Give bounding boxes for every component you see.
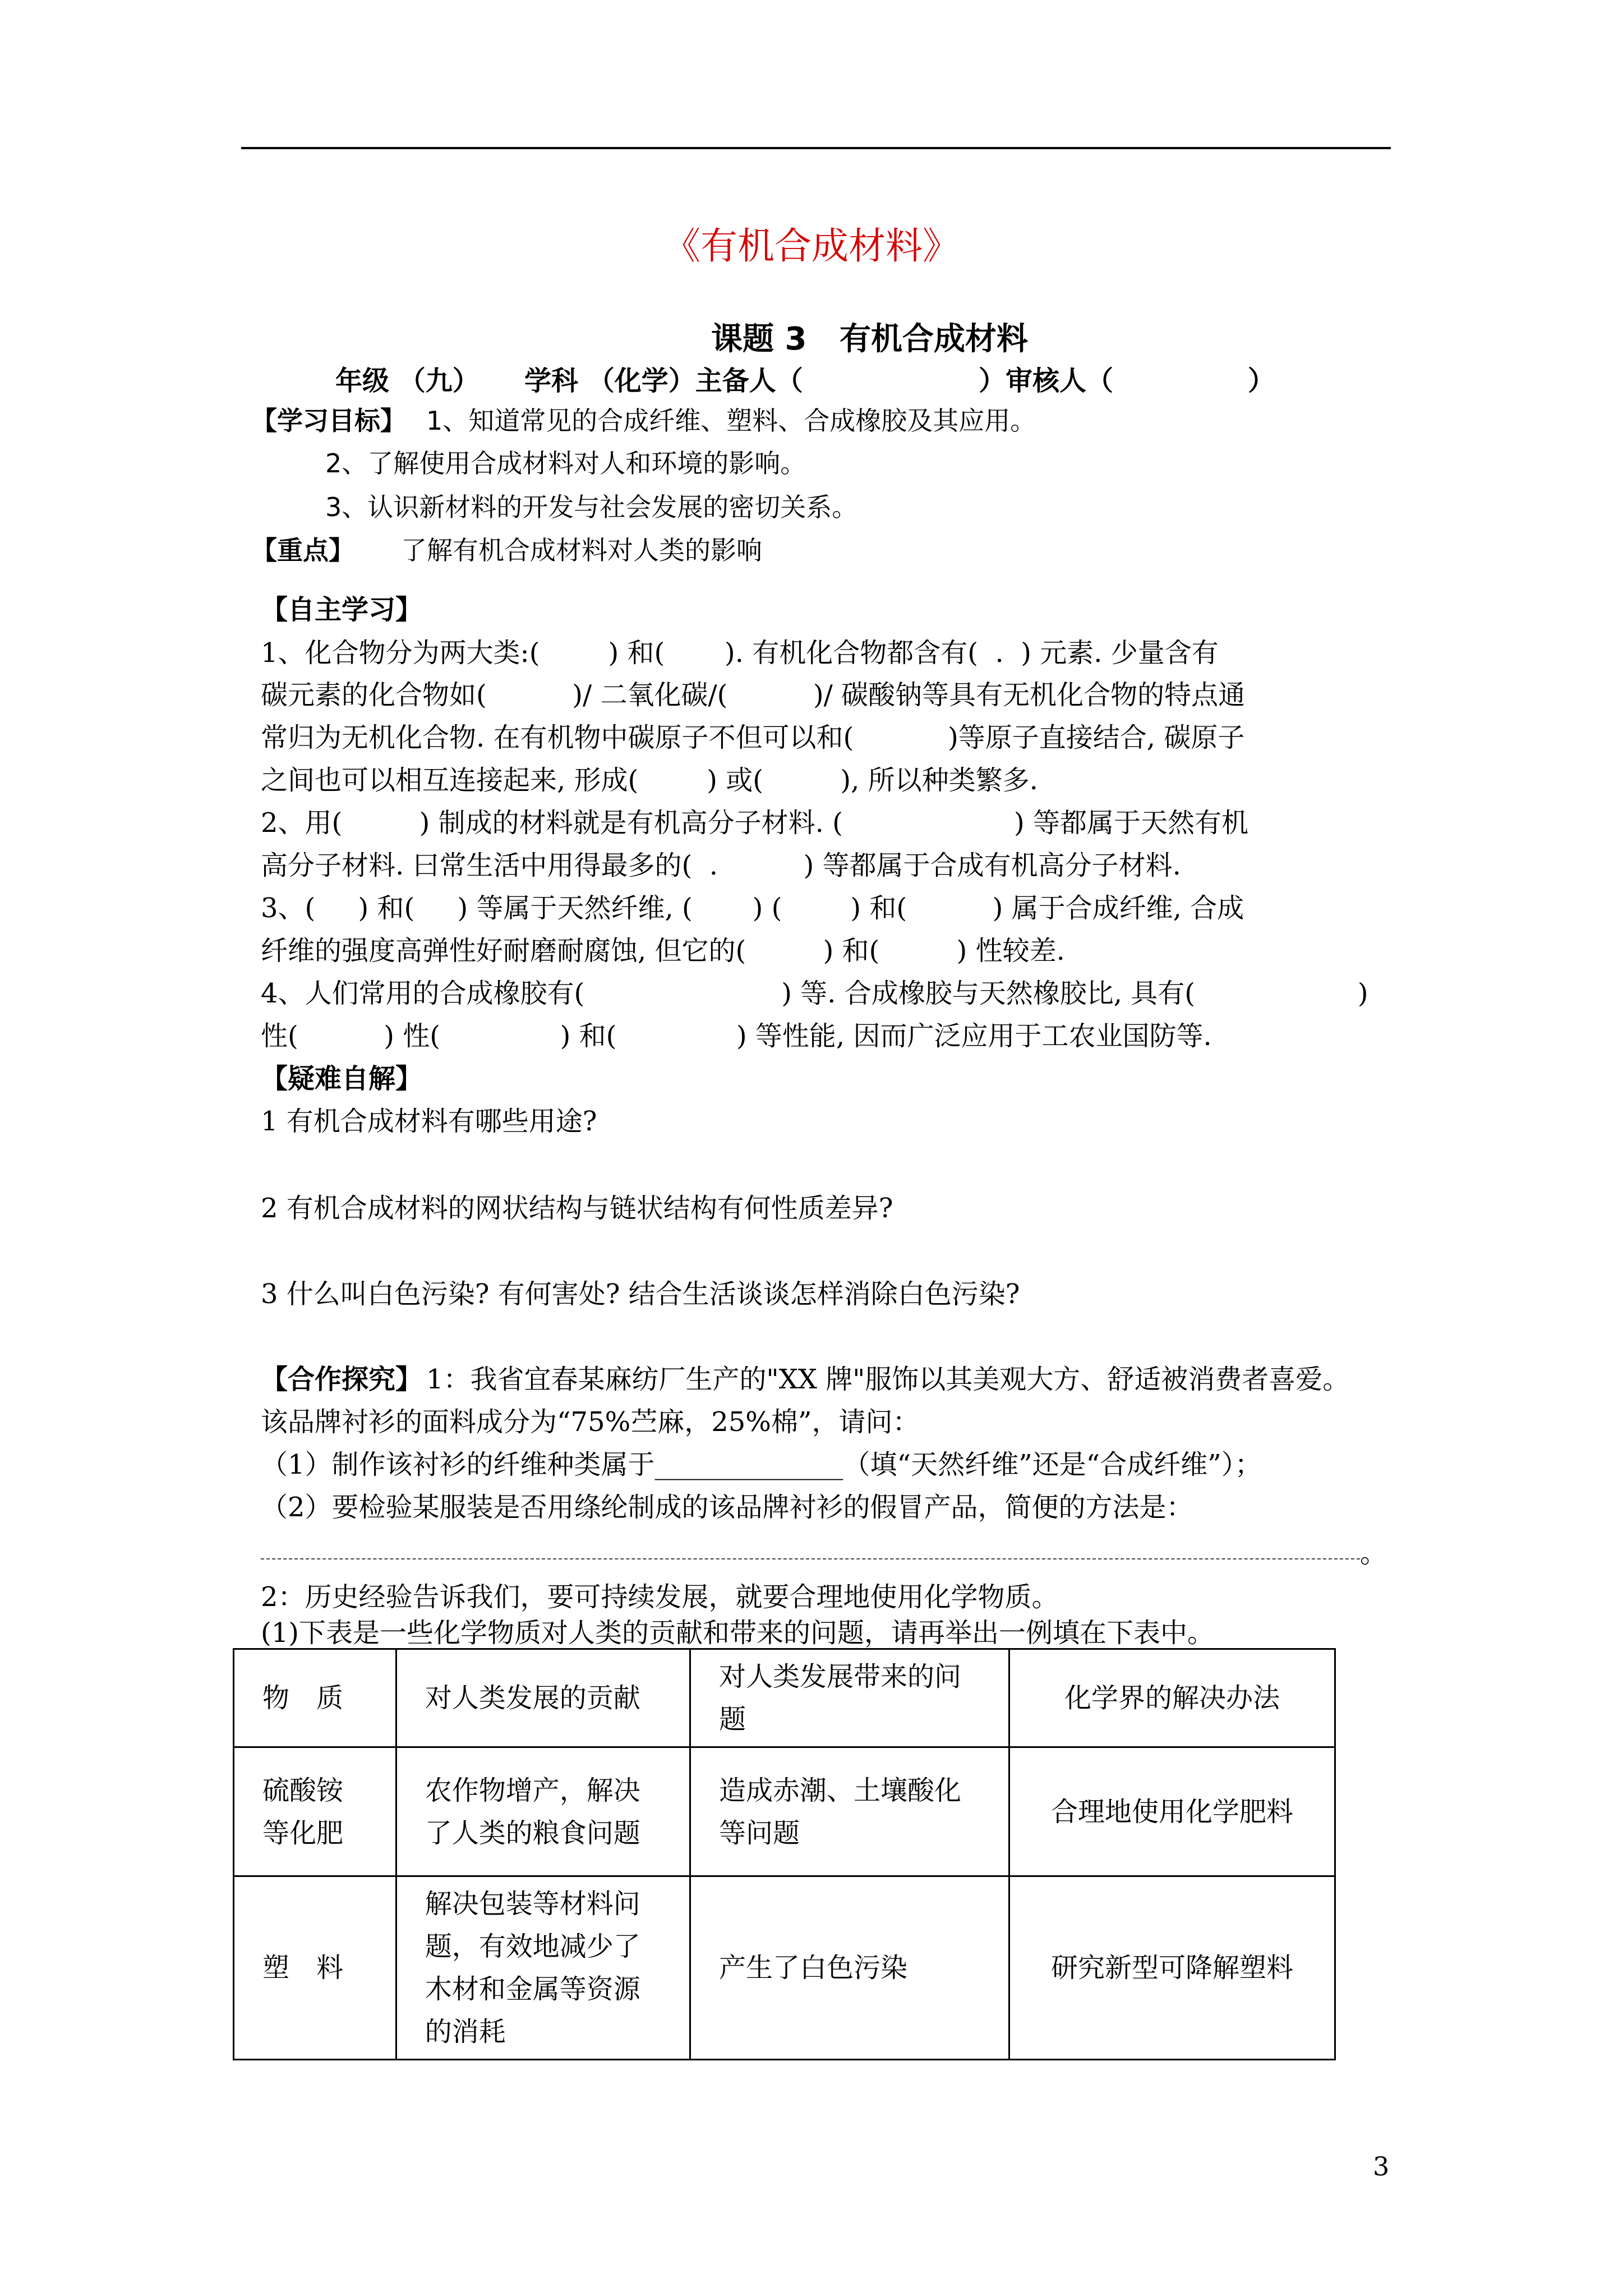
answer-blank-line xyxy=(261,1558,1360,1559)
document-title: 《有机合成材料》 xyxy=(663,224,960,268)
meta-subject-preparer: 学科 （化学）主备人（ xyxy=(524,365,803,397)
difficulty-question-1: 1 有机合成材料有哪些用途? xyxy=(261,1106,597,1137)
table-cell: 研究新型可降解塑料 xyxy=(1009,1876,1335,2060)
table-row xyxy=(234,1747,1335,1876)
table-header-cell: 化学界的解决办法 xyxy=(1009,1649,1335,1747)
self-study-line-10: 性( ) 性( ) 和( ) 等性能, 因而广泛应用于工农业国防等. xyxy=(261,1020,1212,1052)
self-study-line-8: 纤维的强度高弹性好耐磨耐腐蚀, 但它的( ) 和( ) 性较差. xyxy=(261,935,1065,967)
cooperation-line-5: 。 xyxy=(1360,1538,1387,1569)
page-number: 3 xyxy=(1373,2151,1390,2182)
cooperation-line-2: 该品牌衬衫的面料成分为“75%苎麻，25%棉”，请问： xyxy=(261,1406,920,1438)
self-study-line-4: 之间也可以相互连接起来, 形成( ) 或( ), 所以种类繁多. xyxy=(261,765,1038,796)
self-study-line-9: 4、人们常用的合成橡胶有( ) 等. 合成橡胶与天然橡胶比, 具有( ) xyxy=(261,978,1368,1009)
goals-label: 【学习目标】 xyxy=(251,406,406,436)
table-header-cell: 对人类发展的贡献 xyxy=(396,1649,690,1747)
meta-grade: 年级 （九） xyxy=(335,365,479,397)
self-study-line-1: 1、化合物分为两大类:( ) 和( ). 有机化合物都含有( . ) 元素. 少量含有 xyxy=(261,637,1219,669)
header-rule xyxy=(241,147,1391,149)
meta-reviewer: ）审核人（ xyxy=(979,365,1114,397)
lesson-title: 课题 3 有机合成材料 xyxy=(711,321,1028,357)
self-study-line-6: 高分子材料. 曰常生活中用得最多的( . ) 等都属于合成有机高分子材料. xyxy=(261,850,1181,881)
cooperation-line-7: (1)下表是一些化学物质对人类的贡献和带来的问题，请再举出一例填在下表中。 xyxy=(261,1617,1214,1649)
self-study-line-5: 2、用( ) 制成的材料就是有机高分子材料. ( ) 等都属于天然有机 xyxy=(261,807,1248,839)
cooperation-line-4: （2）要检验某服装是否用绦纶制成的该品牌衬衫的假冒产品，简便的方法是： xyxy=(261,1492,1193,1523)
cooperation-label: 【合作探究】 xyxy=(261,1364,423,1395)
goal-item-3: 3、认识新材料的开发与社会发展的密切关系。 xyxy=(325,492,858,522)
self-study-line-2: 碳元素的化合物如( )/ 二氧化碳/( )/ 碳酸钠等具有无机化合物的特点通 xyxy=(261,679,1246,711)
key-point-label: 【重点】 xyxy=(251,535,354,565)
table-cell: 合理地使用化学肥料 xyxy=(1009,1747,1335,1876)
table-header-cell: 对人类发展带来的问题 xyxy=(690,1649,1009,1747)
difficulties-label: 【疑难自解】 xyxy=(261,1063,423,1094)
table-row xyxy=(234,1876,1335,2060)
table-header-row xyxy=(234,1649,1335,1747)
cooperation-line-1: 1：我省宜春某麻纺厂生产的"XX 牌"服饰以其美观大方、舒适被消费者喜爱。 xyxy=(426,1364,1350,1395)
table-header-cell: 物 质 xyxy=(234,1649,396,1747)
self-study-label: 【自主学习】 xyxy=(261,594,423,625)
goal-item-1: 1、知道常见的合成纤维、塑料、合成橡胶及其应用。 xyxy=(426,406,1036,436)
table-cell: 解决包装等材料问题，有效地减少了木材和金属等资源的消耗 xyxy=(396,1876,690,2060)
key-point-text: 了解有机合成材料对人类的影响 xyxy=(401,535,762,565)
table-cell: 硫酸铵等化肥 xyxy=(234,1747,396,1876)
table-cell: 造成赤潮、土壤酸化等问题 xyxy=(690,1747,1009,1876)
cooperation-line-3: （1）制作该衬衫的纤维种类属于______________（填“天然纤维”还是“合成纤维”）； xyxy=(261,1449,1262,1480)
self-study-line-3: 常归为无机化合物. 在有机物中碳原子不但可以和( )等原子直接结合, 碳原子 xyxy=(261,722,1245,753)
table-cell: 塑 料 xyxy=(234,1876,396,2060)
table-cell: 产生了白色污染 xyxy=(690,1876,1009,2060)
difficulty-question-3: 3 什么叫白色污染? 有何害处? 结合生活谈谈怎样消除白色污染? xyxy=(261,1278,1020,1310)
cooperation-line-6: 2：历史经验告诉我们，要可持续发展，就要合理地使用化学物质。 xyxy=(261,1581,1059,1613)
goal-item-2: 2、了解使用合成材料对人和环境的影响。 xyxy=(325,448,806,478)
chemical-impact-table xyxy=(233,1648,1336,2060)
difficulty-question-2: 2 有机合成材料的网状结构与链状结构有何性质差异? xyxy=(261,1193,893,1224)
meta-reviewer-close: ） xyxy=(1248,365,1275,397)
table-cell: 农作物增产，解决了人类的粮食问题 xyxy=(396,1747,690,1876)
self-study-line-7: 3、( ) 和( ) 等属于天然纤维, ( ) ( ) 和( ) 属于合成纤维, 合成 xyxy=(261,892,1244,924)
